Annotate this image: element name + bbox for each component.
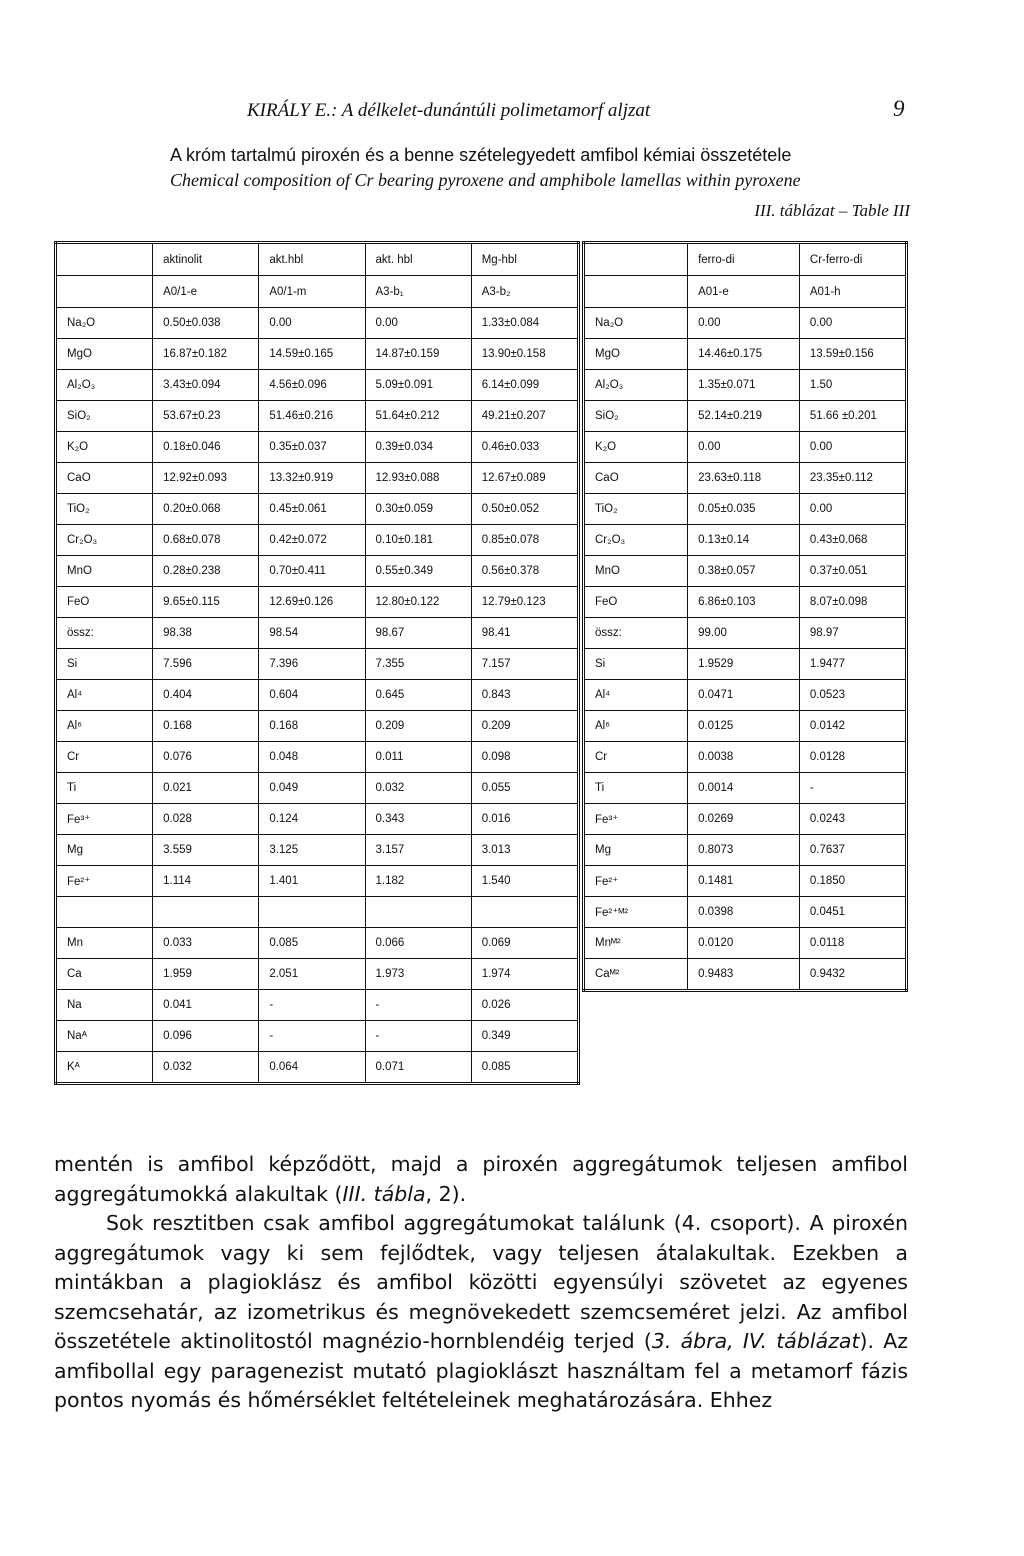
table-title-hungarian: A króm tartalmú piroxén és a benne szételegyedett amfibol kémiai összetétele — [170, 145, 792, 165]
table-row — [584, 897, 907, 928]
table-row — [584, 773, 907, 804]
table-cell: - — [259, 990, 365, 1021]
table-cell: 0.0038 — [688, 742, 800, 773]
table-cell: 3.157 — [365, 835, 471, 866]
table-cell: 0.076 — [153, 742, 259, 773]
table-row — [56, 618, 579, 649]
row-label: Na₂O — [584, 308, 688, 339]
table-row — [584, 618, 907, 649]
table-cell: - — [365, 990, 471, 1021]
table-cell: 98.38 — [153, 618, 259, 649]
column-header-row — [584, 243, 907, 276]
row-label: Caᴹ² — [584, 959, 688, 991]
table-cell: 0.1481 — [688, 866, 800, 897]
table-row — [56, 866, 579, 897]
table-cell: 0.9483 — [688, 959, 800, 991]
table-cell: 0.00 — [688, 308, 800, 339]
column-header: akt. hbl — [365, 243, 471, 276]
row-label: Mn — [56, 928, 153, 959]
table-cell: 0.033 — [153, 928, 259, 959]
table-cell: 0.016 — [471, 804, 578, 835]
table-row — [584, 742, 907, 773]
composition-table-amphibole — [54, 241, 580, 1085]
table-cell: 0.0243 — [799, 804, 906, 835]
table-cell: 23.35±0.112 — [799, 463, 906, 494]
table-row — [56, 773, 579, 804]
table-cell: 6.86±0.103 — [688, 587, 800, 618]
sample-id-row — [56, 276, 579, 308]
row-label: Si — [584, 649, 688, 680]
column-header: aktinolit — [153, 243, 259, 276]
table-cell: 0.42±0.072 — [259, 525, 365, 556]
table-cell: 14.59±0.165 — [259, 339, 365, 370]
table-cell: 52.14±0.219 — [688, 401, 800, 432]
row-label: MgO — [56, 339, 153, 370]
table-cell: 13.90±0.158 — [471, 339, 578, 370]
sample-id: A0/1-e — [153, 276, 259, 308]
table-cell: 9.65±0.115 — [153, 587, 259, 618]
table-cell: 12.93±0.088 — [365, 463, 471, 494]
table-cell: 0.085 — [471, 1052, 578, 1084]
table-cell: 13.32±0.919 — [259, 463, 365, 494]
body-text: Sok resztitben csak amfibol aggregátumokat találunk (4. csoport). A piroxén aggregátumok vagy ki sem fejlődtek, vagy teljesen átalakultak. Ezekben a mintákban a plagioklász és amfibol közötti egyensúlyi szövetet az egyenes szemcsehatár, az izometrikus és megnövekedett szemcseméret jelzi. Az amfibol összetétele aktinolitostól magnézio-hornblendéig terjed ( — [54, 1211, 908, 1353]
table-cell: 0.0118 — [799, 928, 906, 959]
table-cell: 98.67 — [365, 618, 471, 649]
table-cell: 0.0269 — [688, 804, 800, 835]
table-cell: 1.401 — [259, 866, 365, 897]
table-row — [56, 959, 579, 990]
body-paragraph-1 — [54, 1150, 908, 1209]
table-row — [584, 649, 907, 680]
column-header: Mg-hbl — [471, 243, 578, 276]
table-cell: 3.013 — [471, 835, 578, 866]
table-cell: 0.645 — [365, 680, 471, 711]
table-cell: 53.67±0.23 — [153, 401, 259, 432]
table-cell: 0.18±0.046 — [153, 432, 259, 463]
row-label: Fe³⁺ — [56, 804, 153, 835]
row-label: SiO₂ — [584, 401, 688, 432]
sample-id: A01-h — [799, 276, 906, 308]
table-row — [56, 835, 579, 866]
row-label: MgO — [584, 339, 688, 370]
table-cell: 1.50 — [799, 370, 906, 401]
table-row — [56, 432, 579, 463]
table-cell: 0.032 — [153, 1052, 259, 1084]
table-cell: 0.28±0.238 — [153, 556, 259, 587]
column-header-row — [56, 243, 579, 276]
row-label: CaO — [56, 463, 153, 494]
table-row — [584, 556, 907, 587]
table-cell: 1.9477 — [799, 649, 906, 680]
table-cell: 13.59±0.156 — [799, 339, 906, 370]
row-label: Cr₂O₃ — [584, 525, 688, 556]
table-cell: 0.00 — [799, 432, 906, 463]
table-cell: 0.096 — [153, 1021, 259, 1052]
table-cell: 2.051 — [259, 959, 365, 990]
body-paragraph-2 — [54, 1209, 908, 1416]
column-header: Cr-ferro-di — [799, 243, 906, 276]
table-cell: 0.343 — [365, 804, 471, 835]
table-cell: 1.973 — [365, 959, 471, 990]
row-label: Cr₂O₃ — [56, 525, 153, 556]
table-cell: 6.14±0.099 — [471, 370, 578, 401]
header-corner — [584, 276, 688, 308]
row-label: össz: — [56, 618, 153, 649]
table-cell: 23.63±0.118 — [688, 463, 800, 494]
body-text: ). Az amfibollal egy paragenezist mutató plagioklászt használtam fel a metamorf fázis pontos nyomás és hőmérséklet feltételeinek meghatározására. Ehhez — [54, 1329, 908, 1412]
page-number: 9 — [893, 96, 905, 121]
table-title-english: Chemical composition of Cr bearing pyroxene and amphibole lamellas within pyroxene — [170, 170, 801, 190]
table-cell — [471, 897, 578, 928]
table-cell: 0.00 — [259, 308, 365, 339]
table-cell: 98.54 — [259, 618, 365, 649]
table-row — [584, 711, 907, 742]
running-head-title: KIRÁLY E.: A délkelet-dunántúli polimetamorf aljzat — [247, 100, 651, 121]
table-cell: 5.09±0.091 — [365, 370, 471, 401]
column-header: ferro-di — [688, 243, 800, 276]
table-row — [56, 494, 579, 525]
table-cell: 0.048 — [259, 742, 365, 773]
table-row — [56, 525, 579, 556]
body-text: , 2). — [425, 1181, 467, 1206]
table-row — [584, 339, 907, 370]
table-cell: 0.50±0.052 — [471, 494, 578, 525]
table-cell: 0.209 — [365, 711, 471, 742]
sample-id: A01-e — [688, 276, 800, 308]
table-cell: 14.46±0.175 — [688, 339, 800, 370]
table-cell: 3.43±0.094 — [153, 370, 259, 401]
table-cell: 0.124 — [259, 804, 365, 835]
table-cell: 0.85±0.078 — [471, 525, 578, 556]
table-row — [584, 463, 907, 494]
table-row — [56, 556, 579, 587]
table-row — [584, 680, 907, 711]
header-corner — [584, 243, 688, 276]
row-label: Kᴬ — [56, 1052, 153, 1084]
row-label: Fe²⁺ᴹ² — [584, 897, 688, 928]
table-cell: 0.032 — [365, 773, 471, 804]
row-label: Fe²⁺ — [584, 866, 688, 897]
row-label: Mg — [584, 835, 688, 866]
table-row — [56, 742, 579, 773]
table-cell: - — [365, 1021, 471, 1052]
composition-table-pyroxene — [582, 241, 908, 992]
table-cell: 0.05±0.035 — [688, 494, 800, 525]
table-cell: 0.00 — [365, 308, 471, 339]
table-cell: 4.56±0.096 — [259, 370, 365, 401]
table-cell: 0.39±0.034 — [365, 432, 471, 463]
table-label: III. táblázat – Table III — [754, 201, 910, 220]
table-cell: 0.168 — [153, 711, 259, 742]
row-label: Fe³⁺ — [584, 804, 688, 835]
table-cell: 0.00 — [799, 494, 906, 525]
header-corner — [56, 243, 153, 276]
table-cell: 0.066 — [365, 928, 471, 959]
table-row — [56, 339, 579, 370]
table-cell: 1.959 — [153, 959, 259, 990]
table-row — [56, 680, 579, 711]
row-label: K₂O — [584, 432, 688, 463]
table-row — [584, 928, 907, 959]
table-cell: 0.70±0.411 — [259, 556, 365, 587]
table-cell: 98.97 — [799, 618, 906, 649]
table-cell: 0.30±0.059 — [365, 494, 471, 525]
table-cell: 0.041 — [153, 990, 259, 1021]
table-cell: 1.114 — [153, 866, 259, 897]
table-row — [584, 959, 907, 991]
sample-id: A3-b₂ — [471, 276, 578, 308]
table-cell: 0.0125 — [688, 711, 800, 742]
table-cell: 0.064 — [259, 1052, 365, 1084]
row-label: K₂O — [56, 432, 153, 463]
sample-id: A3-b₁ — [365, 276, 471, 308]
table-cell: 0.0120 — [688, 928, 800, 959]
table-cell: 1.182 — [365, 866, 471, 897]
table-cell: 12.92±0.093 — [153, 463, 259, 494]
table-cell: 0.085 — [259, 928, 365, 959]
table-cell: 7.157 — [471, 649, 578, 680]
table-cell: 51.46±0.216 — [259, 401, 365, 432]
table-cell: 0.049 — [259, 773, 365, 804]
table-row — [56, 463, 579, 494]
row-label: Si — [56, 649, 153, 680]
table-cell: 0.404 — [153, 680, 259, 711]
table-row — [56, 1021, 579, 1052]
table-cell: 14.87±0.159 — [365, 339, 471, 370]
table-cell: 7.355 — [365, 649, 471, 680]
row-label: Mnᴹ² — [584, 928, 688, 959]
table-cell: 0.13±0.14 — [688, 525, 800, 556]
table-row — [584, 804, 907, 835]
table-cell: 0.9432 — [799, 959, 906, 991]
table-cell: 0.46±0.033 — [471, 432, 578, 463]
table-row — [56, 649, 579, 680]
table-cell: 0.00 — [688, 432, 800, 463]
row-label: Mg — [56, 835, 153, 866]
table-cell: 0.0451 — [799, 897, 906, 928]
row-label: Al⁶ — [56, 711, 153, 742]
table-cell: 0.209 — [471, 711, 578, 742]
table-row — [584, 432, 907, 463]
table-cell: - — [259, 1021, 365, 1052]
table-cell: 0.7637 — [799, 835, 906, 866]
row-label: Al₂O₃ — [584, 370, 688, 401]
sample-id-row — [584, 276, 907, 308]
row-label: SiO₂ — [56, 401, 153, 432]
table-cell: 0.604 — [259, 680, 365, 711]
row-label: Al⁴ — [56, 680, 153, 711]
table-cell — [365, 897, 471, 928]
table-cell: 0.0128 — [799, 742, 906, 773]
table-cell: 7.596 — [153, 649, 259, 680]
table-row — [584, 587, 907, 618]
table-cell: 0.55±0.349 — [365, 556, 471, 587]
table-cell: 0.071 — [365, 1052, 471, 1084]
table-cell: 1.33±0.084 — [471, 308, 578, 339]
sample-id: A0/1-m — [259, 276, 365, 308]
table-cell: 0.026 — [471, 990, 578, 1021]
column-header: akt.hbl — [259, 243, 365, 276]
table-row — [584, 525, 907, 556]
table-cell: 51.64±0.212 — [365, 401, 471, 432]
row-label: MnO — [584, 556, 688, 587]
row-label: TiO₂ — [584, 494, 688, 525]
row-label: MnO — [56, 556, 153, 587]
table-cell: 0.1850 — [799, 866, 906, 897]
table-cell: 0.37±0.051 — [799, 556, 906, 587]
table-cell: 3.125 — [259, 835, 365, 866]
table-row — [584, 370, 907, 401]
header-corner — [56, 276, 153, 308]
table-cell: 1.9529 — [688, 649, 800, 680]
table-cell: 12.69±0.126 — [259, 587, 365, 618]
table-row — [56, 370, 579, 401]
row-label: Fe²⁺ — [56, 866, 153, 897]
row-label: Naᴬ — [56, 1021, 153, 1052]
row-label: Ti — [56, 773, 153, 804]
table-cell: 0.38±0.057 — [688, 556, 800, 587]
table-cell: 0.069 — [471, 928, 578, 959]
table-cell: 12.79±0.123 — [471, 587, 578, 618]
table-row — [56, 308, 579, 339]
table-cell: 49.21±0.207 — [471, 401, 578, 432]
table-cell: 99.00 — [688, 618, 800, 649]
table-row — [56, 1052, 579, 1084]
table-cell: 7.396 — [259, 649, 365, 680]
table-cell: 0.35±0.037 — [259, 432, 365, 463]
table-cell: 0.0142 — [799, 711, 906, 742]
table-row — [584, 401, 907, 432]
table-row — [584, 308, 907, 339]
table-cell: 0.098 — [471, 742, 578, 773]
row-label: TiO₂ — [56, 494, 153, 525]
table-cell — [153, 897, 259, 928]
table-cell: 0.10±0.181 — [365, 525, 471, 556]
table-cell: 0.0398 — [688, 897, 800, 928]
table-row — [584, 866, 907, 897]
table-row — [584, 835, 907, 866]
row-label: Al⁴ — [584, 680, 688, 711]
table-cell: 98.41 — [471, 618, 578, 649]
running-head — [0, 96, 1024, 136]
row-label: Al₂O₃ — [56, 370, 153, 401]
row-label: FeO — [584, 587, 688, 618]
table-cell: 3.559 — [153, 835, 259, 866]
table-cell: 0.028 — [153, 804, 259, 835]
table-cell: 1.540 — [471, 866, 578, 897]
row-label: Al⁶ — [584, 711, 688, 742]
figure-reference: III. tábla — [342, 1181, 426, 1206]
row-label: Ca — [56, 959, 153, 990]
table-cell: 16.87±0.182 — [153, 339, 259, 370]
table-row — [56, 401, 579, 432]
table-cell: 0.021 — [153, 773, 259, 804]
table-row — [56, 587, 579, 618]
table-cell: 8.07±0.098 — [799, 587, 906, 618]
table-cell: 0.0523 — [799, 680, 906, 711]
row-label: Cr — [56, 742, 153, 773]
table-cell: 0.843 — [471, 680, 578, 711]
row-label: Ti — [584, 773, 688, 804]
table-cell: 0.45±0.061 — [259, 494, 365, 525]
row-label: Na₂O — [56, 308, 153, 339]
table-cell: 0.055 — [471, 773, 578, 804]
table-cell: 0.68±0.078 — [153, 525, 259, 556]
table-cell — [259, 897, 365, 928]
table-cell: 0.349 — [471, 1021, 578, 1052]
row-label: Cr — [584, 742, 688, 773]
table-cell: 51.66 ±0.201 — [799, 401, 906, 432]
table-row — [584, 494, 907, 525]
figure-reference: 3. ábra, IV. táblázat — [651, 1329, 860, 1353]
table-cell: 12.80±0.122 — [365, 587, 471, 618]
table-cell: 0.00 — [799, 308, 906, 339]
body-text: mentén is amfibol képződött, majd a piroxén aggregátumok teljesen amfibol aggregátumokká alakultak ( — [54, 1152, 908, 1206]
table-cell: 0.50±0.038 — [153, 308, 259, 339]
table-cell: 0.56±0.378 — [471, 556, 578, 587]
table-row — [56, 928, 579, 959]
table-cell: 0.0471 — [688, 680, 800, 711]
table-cell: 0.20±0.068 — [153, 494, 259, 525]
row-label: FeO — [56, 587, 153, 618]
row-label: Na — [56, 990, 153, 1021]
table-cell: 0.168 — [259, 711, 365, 742]
table-cell: 12.67±0.089 — [471, 463, 578, 494]
row-label: CaO — [584, 463, 688, 494]
table-cell: 0.43±0.068 — [799, 525, 906, 556]
table-cell: 1.974 — [471, 959, 578, 990]
table-row — [56, 711, 579, 742]
table-cell: 0.011 — [365, 742, 471, 773]
table-row — [56, 897, 579, 928]
row-label — [56, 897, 153, 928]
table-cell: 0.0014 — [688, 773, 800, 804]
table-row — [56, 990, 579, 1021]
table-cell: - — [799, 773, 906, 804]
table-row — [56, 804, 579, 835]
table-cell: 1.35±0.071 — [688, 370, 800, 401]
row-label: össz: — [584, 618, 688, 649]
table-cell: 0.8073 — [688, 835, 800, 866]
